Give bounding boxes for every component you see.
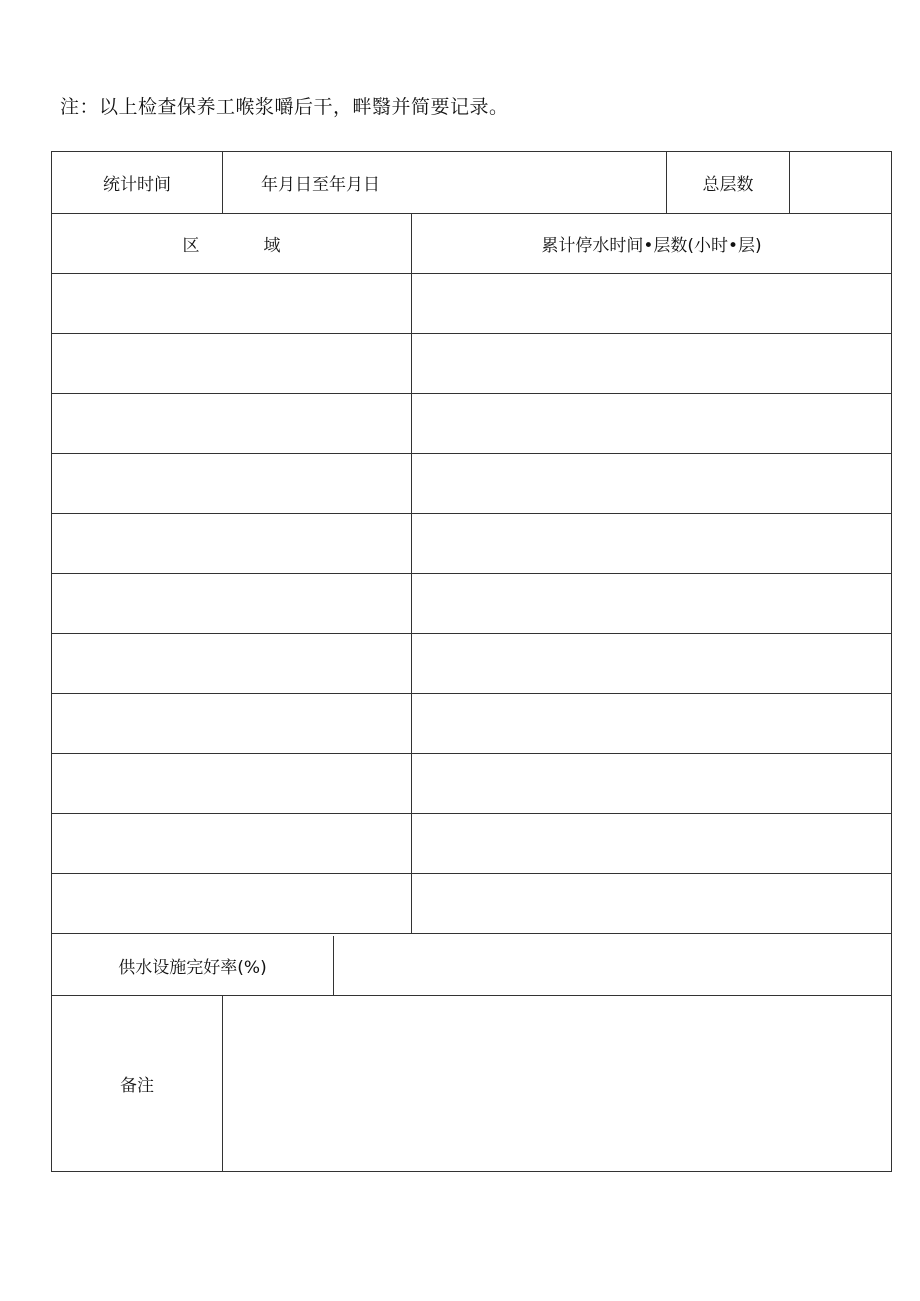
downtime-cell[interactable]	[411, 394, 891, 453]
downtime-cell[interactable]	[411, 814, 891, 873]
total-floors-value[interactable]	[789, 152, 891, 213]
remarks-value[interactable]	[222, 996, 891, 1171]
table-row	[52, 334, 891, 394]
table-row	[52, 454, 891, 514]
downtime-cell[interactable]	[411, 634, 891, 693]
region-cell[interactable]	[52, 274, 411, 333]
header-row	[52, 152, 891, 214]
downtime-cell[interactable]	[411, 274, 891, 333]
downtime-cell[interactable]	[411, 514, 891, 573]
region-cell[interactable]	[52, 394, 411, 453]
stat-time-value[interactable]: 年月日至年月日	[222, 152, 666, 213]
table-row	[52, 574, 891, 634]
table-row	[52, 814, 891, 874]
downtime-cell[interactable]	[411, 574, 891, 633]
region-cell[interactable]	[52, 694, 411, 753]
region-header-char-2: 域	[263, 236, 281, 256]
facility-rate-label: 供水设施完好率(%)	[118, 958, 267, 978]
remarks-label: 备注	[120, 1076, 154, 1096]
table-row	[52, 394, 891, 454]
region-cell[interactable]	[52, 574, 411, 633]
remarks-row	[52, 996, 891, 1171]
region-cell[interactable]	[52, 754, 411, 813]
downtime-cell[interactable]	[411, 754, 891, 813]
table-row	[52, 634, 891, 694]
table-row	[52, 514, 891, 574]
region-cell[interactable]	[52, 814, 411, 873]
column-header-row	[52, 214, 891, 274]
downtime-cell[interactable]	[411, 874, 891, 933]
region-cell[interactable]	[52, 334, 411, 393]
total-floors-label: 总层数	[666, 152, 789, 213]
region-column-header	[52, 214, 411, 273]
downtime-cell[interactable]	[411, 334, 891, 393]
downtime-column-header: 累计停水时间•层数(小时•层)	[411, 214, 891, 273]
downtime-cell[interactable]	[411, 454, 891, 513]
table-row	[52, 274, 891, 334]
region-header-char-1: 区	[182, 236, 200, 256]
table-row	[52, 874, 891, 934]
table-row	[52, 754, 891, 814]
facility-rate-value[interactable]	[333, 936, 891, 995]
stat-time-label: 统计时间	[103, 175, 171, 195]
facility-rate-row	[52, 936, 891, 996]
region-cell[interactable]	[52, 514, 411, 573]
form-note: 注：以上检查保养工喉浆嚼后干，畔翳并简要记录。	[60, 96, 509, 118]
water-downtime-form	[51, 151, 892, 1172]
region-cell[interactable]	[52, 634, 411, 693]
region-cell[interactable]	[52, 454, 411, 513]
downtime-cell[interactable]	[411, 694, 891, 753]
table-row	[52, 694, 891, 754]
region-cell[interactable]	[52, 874, 411, 933]
